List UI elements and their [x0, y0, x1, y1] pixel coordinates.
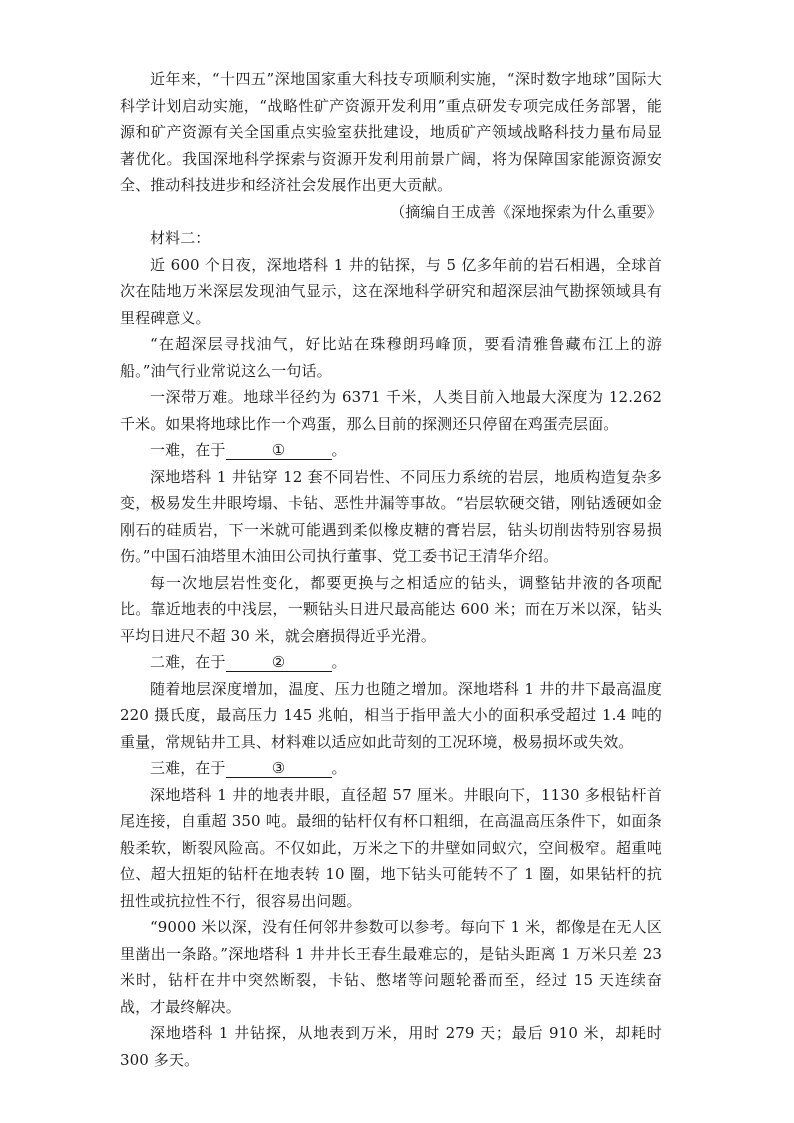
source-citation: （摘编自王成善《深地探索为什么重要》	[390, 202, 662, 221]
paragraph-wellbore: 深地塔科 1 井的地表井眼，直径超 57 厘米。井眼向下，1130 多根钻杆首尾连接，自重超 350 吨。最细的钻杆仅有杯口粗细，在高温高压条件下，如面条般柔软，断裂风险高。不仅如此，万米之下的井壁如同蚁穴，空间极窄。超重吨位、超大扭矩的钻杆在地表转 10 圈，地下钻头可能转不了 1 圈，如果钻杆的抗扭性或抗拉性不行，很容易出问题。	[120, 785, 662, 910]
fill-blank-3[interactable]: ③	[226, 759, 332, 778]
paragraph-rock-layers: 深地塔科 1 井钻穿 12 套不同岩性、不同压力系统的岩层，地质构造复杂多变，极易发生井眼垮塌、卡钻、恶性井漏等事故。“岩层软硬交错，刚钻透硬如金刚石的硅质岩，下一米就可能遇到柔似橡皮糖的膏岩层，钻头切削齿特别容易损伤。”中国石油塔里木油田公司执行董事、党工委书记王清华介绍。	[120, 467, 662, 565]
fill-blank-2[interactable]: ②	[226, 653, 332, 672]
paragraph-well-captain: “9000 米以深，没有任何邻井参数可以参考。每向下 1 米，都像是在无人区里凿出一条路。”深地塔科 1 井井长王春生最难忘的，是钻头距离 1 万米只差 23 米时，钻杆在井中突然断裂，卡钻、憋堵等问题轮番而至，经过 15 天连续奋战，才最终解决。	[120, 918, 662, 1016]
paragraph-earth-radius: 一深带万难。地球半径约为 6371 千米，人类目前入地最大深度为 12.262 千米。如果将地球比作一个鸡蛋，那么目前的探测还只停留在鸡蛋壳层面。	[120, 388, 662, 433]
paragraph-intro: 近年来，“十四五”深地国家重大科技专项顺利实施，“深时数字地球”国际大科学计划启动实施，“战略性矿产资源开发利用”重点研发专项完成任务部署，能源和矿产资源有关全国重点实验室获批建设，地质矿产领域战略科技力量布局显著优化。我国深地科学探索与资源开发利用前景广阔，将为保障国家能源资源安全、推动科技进步和经济社会发展作出更大贡献。	[120, 70, 662, 194]
difficulty-one-suffix: 。	[331, 441, 347, 459]
difficulty-three-suffix: 。	[331, 759, 347, 777]
difficulty-one-prefix: 一难，在于	[150, 441, 226, 459]
fill-blank-1[interactable]: ①	[226, 441, 332, 460]
difficulty-one-line	[120, 437, 662, 464]
difficulty-two-prefix: 二难，在于	[150, 653, 226, 671]
paragraph-quote: “在超深层寻找油气，好比站在珠穆朗玛峰顶，要看清雅鲁藏布江上的游船。”油气行业常说这么一句话。	[120, 335, 662, 380]
difficulty-two-suffix: 。	[331, 653, 347, 671]
difficulty-three-prefix: 三难，在于	[150, 759, 226, 777]
material-heading: 材料二：	[150, 229, 211, 247]
difficulty-two-line	[120, 649, 662, 676]
paragraph-temperature-pressure: 随着地层深度增加，温度、压力也随之增加。深地塔科 1 井的井下最高温度 220 摄氏度，最高压力 145 兆帕，相当于指甲盖大小的面积承受超过 1.4 吨的重量，常规钻井工具、材料难以适应如此苛刻的工况环境，极易损坏或失效。	[120, 679, 662, 751]
paragraph-drilling-milestone: 近 600 个日夜，深地塔科 1 井的钻探，与 5 亿多年前的岩石相遇，全球首次在陆地万米深层发现油气显示，这在深地科学研究和超深层油气勘探领域具有里程碑意义。	[120, 255, 662, 327]
paragraph-drill-bit: 每一次地层岩性变化，都要更换与之相适应的钻头，调整钻井液的各项配比。靠近地表的中浅层，一颗钻头日进尺最高能达 600 米；而在万米以深，钻头平均日进尺不超 30 米，就会磨损得近乎光滑。	[120, 573, 662, 645]
difficulty-three-line	[120, 755, 662, 782]
paragraph-timeline: 深地塔科 1 井钻探，从地表到万米，用时 279 天；最后 910 米，却耗时 300 多天。	[120, 1024, 662, 1069]
